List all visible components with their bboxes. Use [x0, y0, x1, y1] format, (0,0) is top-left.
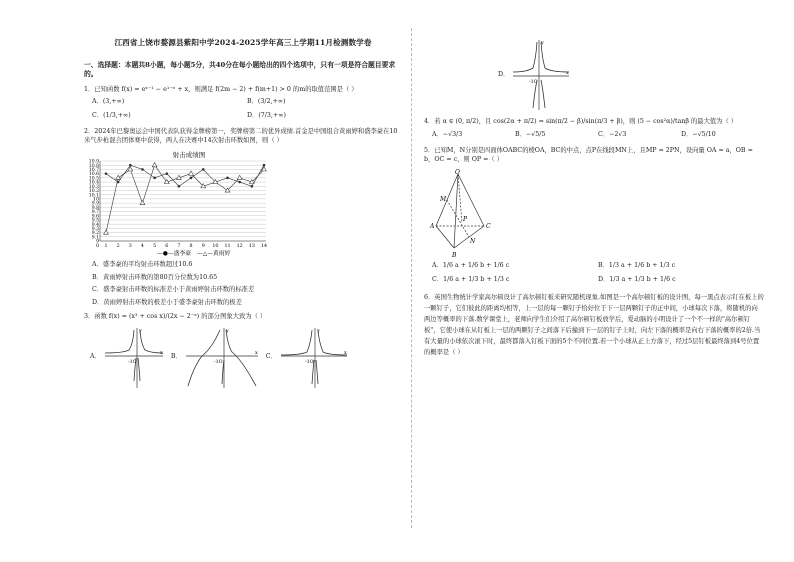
q3-option-c[interactable]: [266, 326, 349, 390]
label-B: B: [452, 252, 457, 258]
chart-series: [104, 163, 267, 235]
q3-option-c-label: C．: [265, 353, 277, 361]
q3b-axis-y: y: [225, 327, 229, 334]
y-tick-label: 9.8: [91, 206, 99, 212]
point-sheng: [178, 185, 181, 188]
label-P: P: [463, 216, 468, 223]
label-M: M: [440, 196, 447, 203]
y-tick-label: 9.6: [91, 214, 99, 220]
x-tick-label: 2: [116, 244, 120, 250]
x-tick-label: 5: [153, 244, 157, 250]
point-huang: [152, 163, 157, 167]
y-tick-label: 10.8: [88, 163, 99, 169]
x-tick-label: 9: [201, 244, 205, 250]
q4-option-d[interactable]: D．−√5/10: [681, 130, 716, 138]
point-sheng: [190, 177, 193, 180]
label-N: N: [470, 238, 476, 245]
q1-option-a[interactable]: A．(3,+∞): [92, 98, 125, 106]
q3-stem: 3．函数 f(x) = (x³ + cos x)/(2x − 2⁻ˣ) 的部分图象大致为（ ）: [84, 313, 267, 321]
question-5: [424, 147, 764, 284]
left-column: [84, 38, 402, 390]
x-tick-label: 10: [212, 244, 219, 250]
q3d-origin: -1O: [529, 80, 538, 85]
chart-title: 射击成绩图: [172, 151, 206, 160]
q2-option-d[interactable]: D．黄雨婷射击环数的极差小于盛李豪射击环数的极差: [92, 298, 242, 306]
chart-x-ticks: [96, 243, 267, 249]
point-sheng: [141, 168, 144, 171]
q5-option-d[interactable]: D．1/3 a + 1/3 b + 1/6 c: [598, 275, 676, 283]
chart-legend-sheng: —●—盛李豪: [157, 251, 192, 258]
q1-option-c[interactable]: C．(1/3,+∞): [92, 111, 131, 119]
q2-option-c[interactable]: C．盛李豪射击环数的标准差小于黄雨婷射击环数的标准差: [92, 286, 255, 294]
y-tick-label: 9: [96, 239, 99, 245]
x-tick-label: 12: [236, 244, 243, 250]
y-tick-label: 9.3: [91, 227, 99, 233]
x-tick-label: 4: [140, 244, 144, 250]
question-6: [424, 292, 764, 358]
q3-option-b[interactable]: [171, 326, 260, 390]
q3-graph-options: [90, 326, 402, 390]
q3-graph-d: [511, 38, 571, 112]
x-tick-label: 13: [248, 244, 255, 250]
q5-option-c[interactable]: C．1/6 a + 1/3 b + 1/3 c: [432, 275, 510, 283]
y-tick-label: 10.2: [88, 189, 99, 195]
y-tick-label: 10.1: [88, 193, 99, 199]
chart-y-ticks: [89, 159, 99, 245]
point-sheng: [238, 181, 241, 184]
q3-option-b-label: B．: [170, 353, 182, 361]
y-tick-label: 10.3: [88, 184, 99, 190]
point-huang: [116, 175, 121, 179]
shooting-score-chart: [84, 149, 274, 259]
y-tick-label: 9.9: [91, 201, 99, 207]
point-sheng: [263, 164, 266, 167]
point-sheng: [129, 164, 132, 167]
q3b-origin: -1O: [213, 359, 223, 365]
section1-heading: 一、选择题：本题共8小题，每小题5分，共40分在每小题给出的四个选项中，只有一项是符合题目要求的。: [84, 61, 396, 79]
q3-graph-b: [184, 326, 260, 390]
q3d-axis-x: x: [566, 70, 570, 76]
q2-stem: 2．2024年巴黎奥运会中国代表队获得金牌榜第一，奖牌榜第二的优异成绩.首金是中国组合黄雨婷和盛李豪在10米气步枪混合团体赛中获得，两人在决赛中14次射击环数如图，则（ ）: [84, 128, 398, 144]
y-tick-label: 9.5: [91, 218, 99, 224]
y-tick-label: 10.9: [88, 159, 99, 165]
x-tick-label: 14: [260, 244, 268, 250]
point-huang: [189, 171, 194, 175]
point-huang: [104, 230, 109, 234]
q4-option-a[interactable]: A．−√3/3: [432, 130, 463, 138]
q3-option-d-label: D．: [498, 70, 510, 78]
y-tick-label: 10.5: [88, 176, 99, 182]
q1-option-d[interactable]: D．(7/3,+∞): [247, 111, 286, 119]
question-4: [424, 118, 764, 139]
label-A: A: [430, 223, 435, 230]
q4-option-b[interactable]: B．−√5/5: [515, 130, 546, 138]
y-tick-label: 10.6: [88, 172, 99, 178]
q2-option-a[interactable]: A．盛李豪的平均射击环数超过10.6: [92, 261, 193, 269]
point-huang: [237, 175, 242, 179]
q3-option-a-label: A．: [90, 353, 101, 361]
point-sheng: [105, 172, 108, 175]
q1-options: [92, 98, 402, 120]
q3-option-a[interactable]: [90, 326, 165, 390]
q3c-origin: -1O: [304, 359, 314, 365]
y-tick-label: 10.4: [88, 180, 99, 186]
y-tick-label: 9.4: [91, 222, 99, 228]
x-tick-label: 8: [189, 244, 193, 250]
q3a-axis-x: x: [159, 349, 163, 356]
x-tick-label: 7: [177, 244, 181, 250]
x-tick-label: 6: [165, 244, 169, 250]
q3c-axis-y: y: [316, 327, 320, 334]
q3c-axis-x: x: [343, 349, 347, 356]
x-tick-label: 11: [224, 244, 231, 250]
point-huang: [262, 167, 267, 171]
q5-options: [432, 262, 764, 284]
y-tick-label: 10.7: [88, 168, 99, 174]
point-sheng: [165, 172, 168, 175]
paper-title: 江西省上饶市婺源县紫阳中学2024-2025学年高三上学期11月检测数学卷: [114, 38, 372, 47]
y-tick-label: 9.2: [91, 231, 99, 237]
q5-stem: 5．已知M，N分别是四面体OABC的棱OA，BC的中点，点P在线段MN上，且MP = 2PN，设向量 OA = a，OB = b，OC = c，则 OP =（ ）: [424, 147, 753, 163]
q3b-axis-x: x: [254, 349, 258, 356]
q5-tetrahedron-figure: [426, 168, 506, 258]
q1-stem: 1．已知函数 f(x) = eˣ⁻¹ − e¹⁻ˣ + x，则满足 f(2m − 2) + f(m+1) > 0 的m的取值范围是（ ）: [84, 85, 358, 93]
question-1: [84, 86, 402, 121]
x-tick-label: 1: [104, 244, 108, 250]
label-O: O: [455, 169, 460, 176]
y-tick-label: 9.7: [91, 210, 99, 216]
y-tick-label: 10: [93, 197, 99, 203]
q1-option-b[interactable]: B．(3/2,+∞): [247, 98, 286, 106]
q3-option-d[interactable]: [424, 38, 764, 112]
x-tick-label: 3: [128, 244, 132, 250]
point-sheng: [226, 177, 229, 180]
y-tick-label: 9.1: [91, 235, 99, 241]
label-C: C: [486, 223, 491, 230]
point-sheng: [202, 168, 205, 171]
q4-stem: 4．若 α ∈ (0, π/2)，且 cos(2α + π/2) = sin(π/2 − β)/sin(π/3 + β)，则 (5 − cos²α)/tanβ 的最大值为（ ）: [424, 118, 738, 125]
q5-option-a[interactable]: A．1/6 a + 1/6 b + 1/6 c: [432, 262, 510, 269]
right-column: [424, 38, 764, 362]
point-sheng: [153, 177, 156, 180]
chart-legend-huang: —△—黄雨婷: [197, 251, 231, 258]
q3a-axis-y: y: [138, 327, 142, 334]
q5-option-b[interactable]: B．1/3 a + 1/6 b + 1/3 c: [598, 262, 676, 269]
question-2: [84, 128, 402, 307]
q2-statements: [92, 261, 402, 307]
q4-options: [432, 131, 764, 140]
q3-graph-a: [103, 326, 165, 390]
q3a-origin: -1O: [127, 359, 137, 365]
point-huang: [140, 201, 145, 205]
q3-graph-c: [279, 326, 349, 390]
x-origin-label: 0: [95, 244, 99, 250]
q2-option-b[interactable]: B．黄雨婷射击环数的第80百分位数为10.65: [92, 273, 218, 281]
point-sheng: [251, 185, 254, 188]
q4-option-c[interactable]: C．−2√3: [598, 130, 627, 138]
q6-stem: 6．英国生物统计学家高尔顿设计了高尔顿钉板来研究随机现象.如图是一个高尔顿钉板的设计图，每一黑点表示钉在板上的一颗钉子，它们彼此的距离均相等，上一层的每一颗钉子恰好位于下一层两颗钉子的正中间，小球每次下落，将随机的向两边等概率的下落.数学课堂上，老师向学生们介绍了高尔顿钉板放学后，爱动脑的小明设计了一个不一样的"高尔顿钉板"，它使小球在从钉板上一层的两颗钉子之间落下后撞到下一层的钉子上时，向左下落的概率是向右下落的概率的2倍.当有大量的小球依次滚下时，最终都落入钉板下面的5个不同位置.若一个小球从正上方落下，经过5层钉板最终落到4号位置的概率是（ ）: [424, 294, 764, 357]
q3d-axis-y: y: [541, 40, 545, 46]
column-divider: [411, 28, 412, 528]
question-3: [84, 313, 402, 390]
